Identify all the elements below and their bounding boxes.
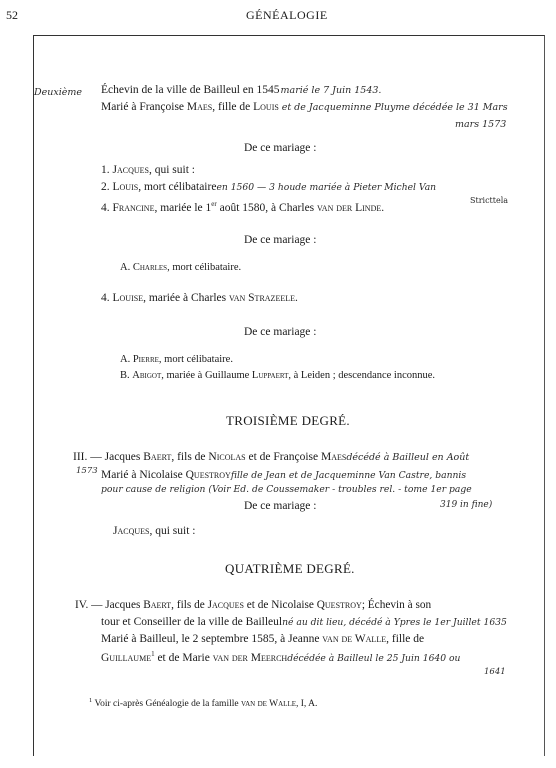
gen4-line1-end: ; Échevin à son [361,599,432,611]
annotation-gen4-wife-death: décédée à Bailleul le 25 Juin 1640 ou [287,652,461,664]
sub-child-rest: , mort célibataire. [167,262,242,273]
child-rest: , mort célibataire [138,181,217,193]
gen3-wife-surname: Questroy [185,469,231,481]
sub-child-letter: A. [120,262,131,273]
gen3-mother: Maes [320,451,347,463]
gen4-line1-mid: , fils de [171,599,205,611]
annotation-louis-2: Stricttela [470,196,509,205]
page-number: 52 [6,8,18,22]
gen2-child-3 [101,200,384,214]
gen3-surname: Baert [143,451,172,463]
gen2-child-4-louise [101,292,298,304]
annotation-gen4-wife-death-2: 1641 [484,667,506,677]
child-number: 4. [101,292,110,304]
gen4-wife-mother: van der Meerch [212,651,288,664]
annotation-louis: en 1560 — 3 houde mariée à Pieter Michel Van [216,182,437,193]
running-title: GÉNÉALOGIE [246,8,328,22]
gen3-mariage-header: De ce mariage : [244,500,317,512]
child-spouse-surname: van der Linde [317,201,382,214]
gen4-line2-text: tour et Conseiller de la ville de Bailleul [101,616,283,628]
annotation-married-date: marié le 7 Juin 1543. [280,85,382,96]
gen3-line1-pre: III. — Jacques [73,451,141,463]
child-number: 2. [101,181,110,193]
gen4-line3-end: , fille de [386,633,425,645]
child-end: . [295,292,298,304]
gen3-line2-pre: Marié à Nicolaise [101,469,183,481]
child-name: Jacques [112,164,149,176]
gen3-line1-mid: , fils de [171,451,206,463]
gen4-surname: Baert [143,599,172,611]
gen4-wife-father: Guillaume [101,651,152,664]
sub-child-spouse-surname: Luppaert [251,370,289,381]
gen4-line1 [75,599,431,611]
footnote-text-end: , I, A. [296,699,318,710]
gen4-title: QUATRIÈME DEGRÉ. [225,561,355,576]
sub-child-name: Charles [132,262,168,273]
gen4-wife-surname: van de Walle [322,633,387,645]
gen3-child-name: Jacques [113,525,150,537]
child-name: Louis [112,181,139,193]
gen2-child-1 [101,164,195,176]
footnote [89,697,317,709]
sub-child-name: Abigot [132,370,162,381]
annotation-gen4-birth-death: né au dit lieu, décédé à Ypres le 1er Juillet 1635 [282,617,507,628]
gen2-line2-mid: , fille de [212,101,251,113]
child-rest-pre: , mariée le 1 [154,201,212,214]
gen4-line1-pre: IV. — Jacques [75,599,141,611]
sub-child-letter: B. [120,370,130,381]
child-rest: , mariée à Charles [143,292,227,304]
gen2-wife-surname: Maes [186,101,213,113]
gen3-child-rest: , qui suit : [149,525,196,537]
gen2-line1 [101,84,381,96]
gen2-line1-text: Échevin de la ville de Bailleul en 1545 [101,84,280,96]
gen4-line4-mid: et de Marie [157,651,210,664]
gen2-sub1-child-a [120,262,241,273]
child-number: 1. [101,164,110,176]
footnote-ref[interactable]: 1 [151,650,155,658]
sub-child-rest: , mort célibataire. [158,354,233,365]
gen4-line3 [101,633,424,645]
child-name: Louise [112,292,144,304]
child-name: Francine [112,201,155,214]
footnote-mark: 1 [89,697,93,704]
gen4-line3-pre: Marié à Bailleul, le 2 septembre 1585, à Jeanne [101,633,320,645]
annotation-gen3-death: décédé à Bailleul en Août [346,452,470,463]
gen2-sub2-child-b [120,370,435,381]
gen4-line1-and: et de Nicolaise [246,599,314,611]
sub-child-end: , à Leiden ; descendance inconnue. [288,370,436,381]
annotation-gen3-religion: pour cause de religion (Voir Ed. de Coussemaker - troubles rel. - tome 1er page [101,484,472,495]
gen4-father: Jacques [207,599,244,611]
annotation-wife-mother: et de Jacqueminne Pluyme décédée le 31 Mars [281,102,508,113]
gen3-title: TROISIÈME DEGRÉ. [226,413,350,428]
gen2-line2 [101,101,508,113]
sub-child-name: Pierre [132,354,159,365]
child-rest-post: août 1580, à Charles [216,201,315,214]
gen3-line2 [101,469,466,481]
child-number: 4. [101,201,110,214]
annotation-deuxieme: Deuxième [34,87,83,98]
child-rest: , qui suit : [148,164,195,176]
gen3-child [113,525,196,537]
gen2-wife-father: Louis [253,101,279,113]
annotation-wife-mother-date: mars 1573 [455,119,507,130]
sub-child-rest: , mariée à Guillaume [161,370,250,381]
annotation-gen3-ref: 319 in fine) [440,500,493,510]
child-spouse-surname: van Strazeele [228,292,295,304]
gen3-father: Nicolas [208,451,246,463]
gen2-sub2-header: De ce mariage : [244,326,317,338]
gen3-line1 [73,451,469,463]
gen3-line1-and: et de Françoise [248,451,319,463]
gen2-line2-pre: Marié à Françoise [101,101,185,113]
gen4-line2 [101,616,507,628]
child-end: . [381,201,385,214]
child-sup: er [211,200,217,208]
footnote-text-pre: Voir ci-après Généalogie de la famille [94,699,239,710]
gen2-sub2-child-a [120,354,233,365]
gen4-line4 [101,650,460,664]
gen2-sub1-header: De ce mariage : [244,234,317,246]
footnote-family-name: van de Walle [240,699,296,710]
sub-child-letter: A. [120,354,131,365]
gen2-child-2 [101,181,436,193]
gen2-mariage-header: De ce mariage : [244,142,317,154]
annotation-gen3-margin-year: 1573 [76,466,98,476]
gen4-mother: Questroy [316,599,362,611]
annotation-gen3-wife: fille de Jean et de Jacqueminne Van Castre, bannis [230,470,467,481]
